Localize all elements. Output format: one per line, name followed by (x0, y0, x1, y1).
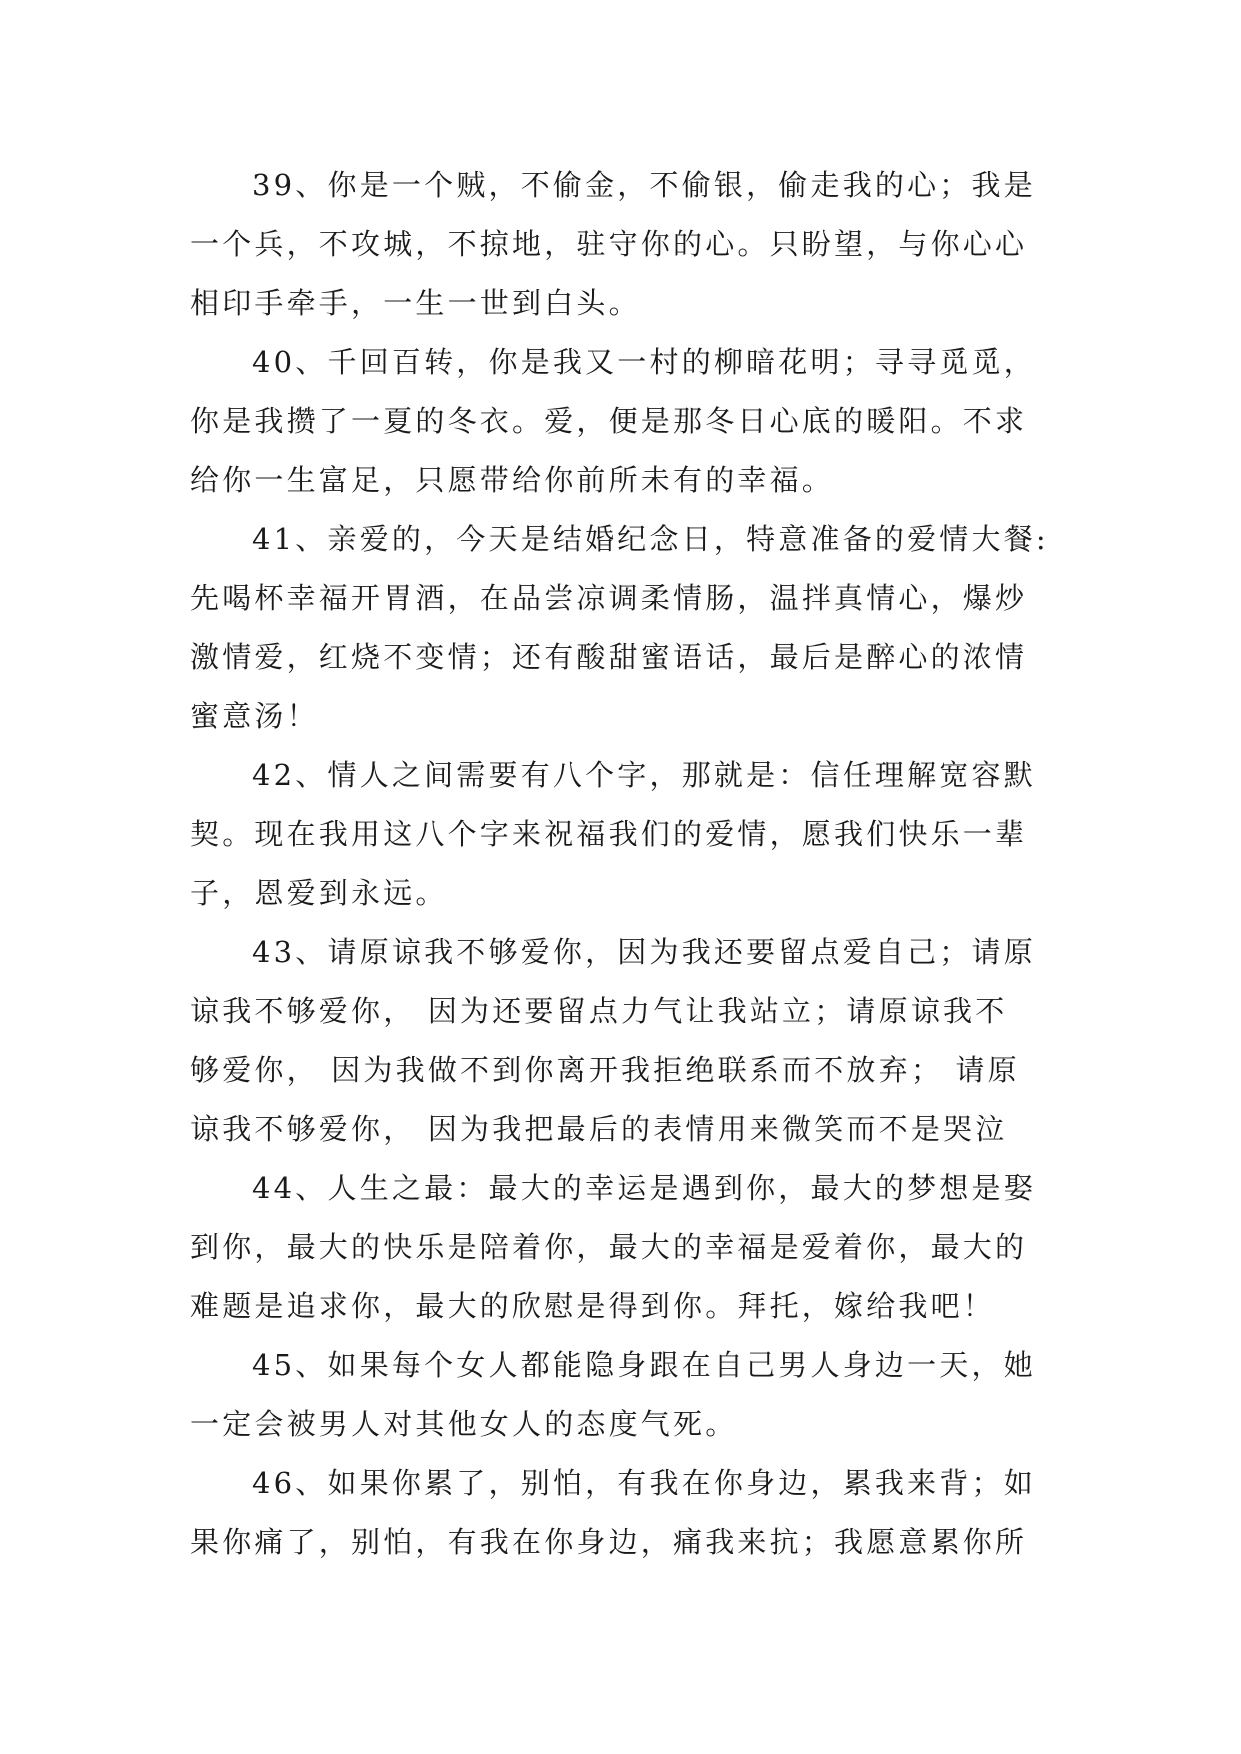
text-line: 45、如果每个女人都能隐身跟在自己男人身边一天，她 (252, 1348, 1036, 1382)
text-line: 契。现在我用这八个字来祝福我们的爱情，愿我们快乐一辈 (190, 817, 1028, 851)
paragraph-41 (190, 510, 1060, 746)
paragraph-45 (190, 1336, 1060, 1454)
text-line: 相印手牵手，一生一世到白头。 (190, 286, 641, 320)
text-line: 42、情人之间需要有八个字，那就是：信任理解宽容默 (252, 758, 1036, 792)
paragraph-46 (190, 1454, 1060, 1572)
text-line: 40、千回百转，你是我又一村的柳暗花明；寻寻觅觅， (252, 345, 1036, 379)
text-line: 激情爱，红烧不变情；还有酸甜蜜语话，最后是醉心的浓情 (190, 640, 1028, 674)
text-line: 难题是追求你，最大的欣慰是得到你。拜托，嫁给我吧！ (190, 1289, 996, 1323)
paragraph-44 (190, 1159, 1060, 1336)
text-line: 谅我不够爱你， 因为我把最后的表情用来微笑而不是哭泣 (190, 1112, 1008, 1146)
paragraph-43 (190, 923, 1060, 1159)
text-line: 你是我攒了一夏的冬衣。爱，便是那冬日心底的暖阳。不求 (190, 404, 1028, 438)
text-line: 44、人生之最：最大的幸运是遇到你，最大的梦想是娶 (252, 1171, 1036, 1205)
text-line: 一定会被男人对其他女人的态度气死。 (190, 1407, 738, 1441)
text-line: 谅我不够爱你， 因为还要留点力气让我站立；请原谅我不 (190, 994, 1008, 1028)
paragraph-39 (190, 156, 1060, 333)
text-line: 蜜意汤！ (190, 699, 319, 733)
text-line: 到你，最大的快乐是陪着你，最大的幸福是爱着你，最大的 (190, 1230, 1028, 1264)
text-line: 果你痛了，别怕，有我在你身边，痛我来抗；我愿意累你所 (190, 1525, 1028, 1559)
text-line: 先喝杯幸福开胃酒，在品尝凉调柔情肠，温拌真情心，爆炒 (190, 581, 1028, 615)
text-line: 一个兵，不攻城，不掠地，驻守你的心。只盼望，与你心心 (190, 227, 1028, 261)
paragraph-42 (190, 746, 1060, 923)
text-line: 41、亲爱的，今天是结婚纪念日，特意准备的爱情大餐: (252, 522, 1049, 556)
text-line: 够爱你， 因为我做不到你离开我拒绝联系而不放弃； 请原 (190, 1053, 1020, 1087)
text-line: 46、如果你累了，别怕，有我在你身边，累我来背；如 (252, 1466, 1036, 1500)
text-line: 子，恩爱到永远。 (190, 876, 448, 910)
paragraph-40 (190, 333, 1060, 510)
text-line: 给你一生富足，只愿带给你前所未有的幸福。 (190, 463, 835, 497)
text-line: 39、你是一个贼，不偷金，不偷银，偷走我的心；我是 (252, 168, 1036, 202)
text-line: 43、请原谅我不够爱你，因为我还要留点爱自己；请原 (252, 935, 1036, 969)
document-body (190, 156, 1060, 1572)
